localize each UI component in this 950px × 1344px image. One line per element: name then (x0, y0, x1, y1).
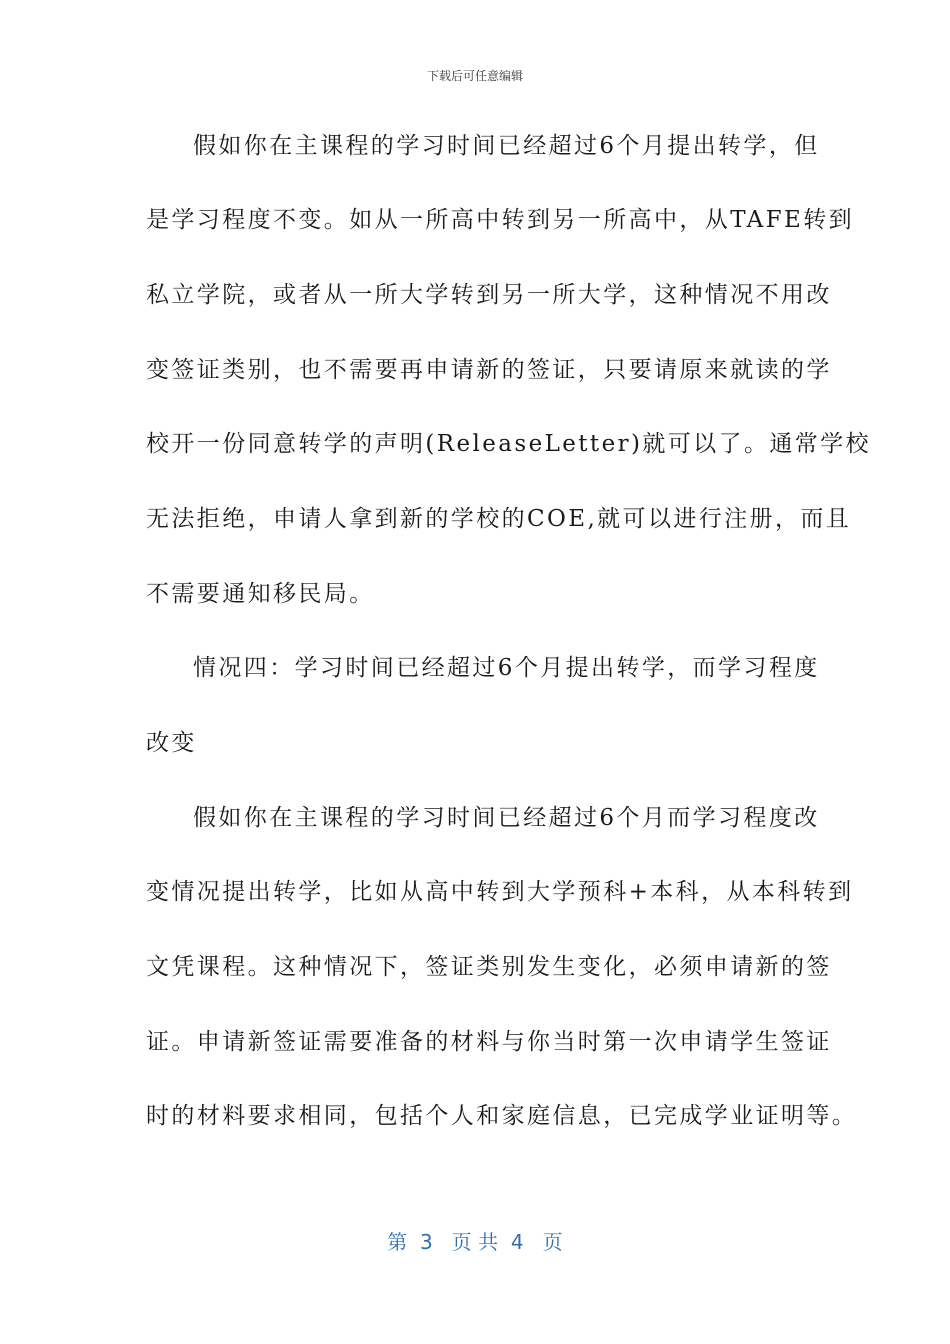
paragraph-2-line-2: 改变 (146, 730, 197, 756)
paragraph-3-line-5: 时的材料要求相同，包括个人和家庭信息，已完成学业证明等。 (146, 1103, 858, 1129)
paragraph-3-line-4: 证。申请新签证需要准备的材料与你当时第一次申请学生签证 (146, 1029, 832, 1055)
paragraph-1-line-3: 私立学院，或者从一所大学转到另一所大学，这种情况不用改 (146, 282, 832, 308)
paragraph-1-line-2: 是学习程度不变。如从一所高中转到另一所高中，从TAFE转到 (146, 207, 855, 233)
paragraph-1-line-1: 假如你在主课程的学习时间已经超过6个月提出转学，但 (193, 133, 820, 159)
paragraph-1-line-5: 校开一份同意转学的声明(ReleaseLetter)就可以了。通常学校 (146, 431, 871, 457)
paragraph-2-line-1: 情况四：学习时间已经超过6个月提出转学，而学习程度 (193, 655, 820, 681)
paragraph-3-line-3: 文凭课程。这种情况下，签证类别发生变化，必须申请新的签 (146, 954, 832, 980)
page-number: 第 3 页 共 4 页 (387, 1230, 563, 1254)
paragraph-1-line-7: 不需要通知移民局。 (146, 581, 375, 607)
paragraph-3-line-1: 假如你在主课程的学习时间已经超过6个月而学习程度改 (193, 805, 820, 831)
paragraph-3-line-2: 变情况提出转学，比如从高中转到大学预科+本科，从本科转到 (146, 879, 854, 905)
page-header: 下载后可任意编辑 (426, 69, 523, 83)
paragraph-1-line-4: 变签证类别，也不需要再申请新的签证，只要请原来就读的学 (146, 357, 832, 383)
paragraph-1-line-6: 无法拒绝，申请人拿到新的学校的COE,就可以进行注册，而且 (146, 506, 852, 532)
